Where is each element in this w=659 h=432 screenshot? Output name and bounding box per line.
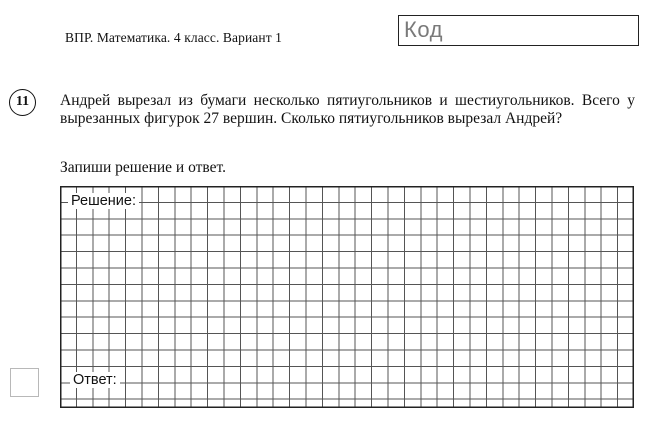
task-instruction: Запиши решение и ответ. xyxy=(60,159,227,176)
page-header: ВПР. Математика. 4 класс. Вариант 1 xyxy=(65,30,283,45)
code-label: Код xyxy=(404,17,443,42)
grid-lines xyxy=(60,186,634,408)
code-field[interactable] xyxy=(398,15,639,46)
answer-label: Ответ: xyxy=(70,372,120,388)
task-statement: Андрей вырезал из бумаги несколько пятиугольников и шестиугольников. Всего у вырезанных фигурок 27 вершин. Сколько пятиугольников вырезал Андрей? xyxy=(60,92,635,127)
answer-grid[interactable] xyxy=(60,186,634,408)
solution-label: Решение: xyxy=(68,193,139,209)
task-number-badge: 11 xyxy=(9,89,36,116)
score-checkbox[interactable] xyxy=(10,368,39,397)
